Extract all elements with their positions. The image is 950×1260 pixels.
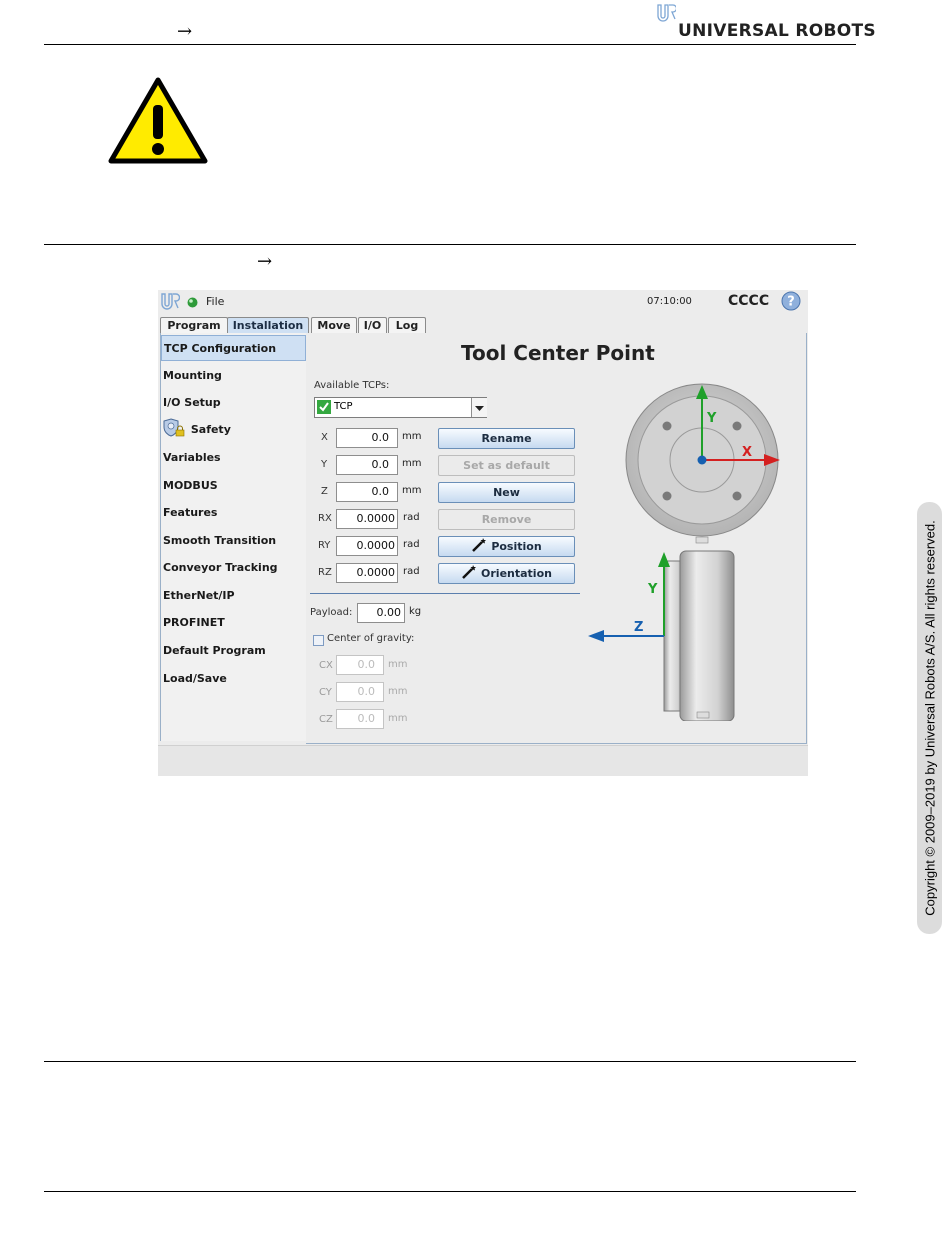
- cz-label: CZ: [319, 714, 333, 725]
- rx-label: RX: [318, 513, 332, 524]
- cx-label: CX: [319, 660, 333, 671]
- check-icon: [317, 400, 331, 414]
- svg-text:?: ?: [787, 294, 795, 310]
- header-rule: [44, 44, 856, 45]
- z-label: Z: [321, 486, 328, 497]
- payload-label: Payload:: [310, 607, 353, 618]
- payload-unit: kg: [409, 606, 422, 617]
- y-axis-label: Y: [707, 411, 717, 426]
- cx-field[interactable]: 0.0: [336, 655, 384, 675]
- rx-unit: rad: [403, 512, 420, 523]
- cy-unit: mm: [388, 686, 408, 697]
- cx-unit: mm: [388, 659, 408, 670]
- rz-field[interactable]: 0.0000: [336, 563, 398, 583]
- payload-field[interactable]: 0.00: [357, 603, 405, 623]
- remove-button[interactable]: Remove: [438, 509, 575, 530]
- x-label: X: [321, 432, 328, 443]
- magic-wand-icon: [461, 564, 477, 583]
- x-axis-label: X: [742, 445, 753, 460]
- rz-label: RZ: [318, 567, 332, 578]
- y-unit: mm: [402, 458, 422, 469]
- divider: [310, 593, 580, 594]
- tab-program[interactable]: Program: [160, 317, 228, 333]
- y-field[interactable]: 0.0: [336, 455, 398, 475]
- sidebar: [160, 333, 307, 741]
- copyright-text: Copyright © 2009–2019 by Universal Robots A/S. All rights reserved.: [922, 520, 937, 916]
- x-unit: mm: [402, 431, 422, 442]
- tab-move[interactable]: Move: [311, 317, 357, 333]
- sidebar-item-smooth-transition[interactable]: Smooth Transition: [163, 534, 277, 547]
- tool-flange-diagram: [582, 381, 806, 721]
- status-icon: [187, 297, 198, 308]
- bottom-bar: [158, 745, 808, 776]
- tcp-select[interactable]: [314, 397, 487, 418]
- sidebar-item-mounting[interactable]: Mounting: [163, 369, 222, 382]
- rename-button[interactable]: Rename: [438, 428, 575, 449]
- sidebar-item-profinet[interactable]: PROFINET: [163, 616, 225, 629]
- sidebar-item-variables[interactable]: Variables: [163, 451, 221, 464]
- cz-unit: mm: [388, 713, 408, 724]
- sidebar-item-features[interactable]: Features: [163, 506, 218, 519]
- header-arrow: →: [177, 21, 193, 42]
- ry-label: RY: [318, 540, 331, 551]
- sidebar-item-load-save[interactable]: Load/Save: [163, 672, 227, 685]
- file-menu[interactable]: File: [206, 295, 225, 308]
- rz-unit: rad: [403, 566, 420, 577]
- rule-lower-1: [44, 1061, 856, 1062]
- sidebar-item-conveyor-tracking[interactable]: Conveyor Tracking: [163, 561, 278, 574]
- sidebar-item-tcp-configuration[interactable]: TCP Configuration: [161, 335, 306, 361]
- z-unit: mm: [402, 485, 422, 496]
- x-field[interactable]: 0.0: [336, 428, 398, 448]
- cz-field[interactable]: 0.0: [336, 709, 384, 729]
- rx-field[interactable]: 0.0000: [336, 509, 398, 529]
- copyright-tab: [917, 502, 942, 934]
- tab-installation[interactable]: Installation: [227, 317, 309, 333]
- available-tcps-label: Available TCPs:: [314, 380, 390, 391]
- tab-io[interactable]: I/O: [358, 317, 387, 333]
- set-default-button[interactable]: Set as default: [438, 455, 575, 476]
- ry-field[interactable]: 0.0000: [336, 536, 398, 556]
- orientation-button[interactable]: [438, 563, 575, 584]
- y2-axis-label: Y: [648, 582, 658, 597]
- section-arrow: →: [257, 251, 273, 272]
- robot-name: CCCC: [728, 293, 770, 309]
- sidebar-item-default-program[interactable]: Default Program: [163, 644, 266, 657]
- sidebar-item-label: Safety: [190, 423, 231, 436]
- tcp-panel: [306, 333, 807, 744]
- brand-name: UNIVERSAL ROBOTS: [678, 21, 876, 41]
- position-label: Position: [491, 540, 542, 553]
- new-button[interactable]: New: [438, 482, 575, 503]
- rule-lower-2: [44, 1191, 856, 1192]
- selected-tcp: TCP: [334, 401, 353, 412]
- tab-log[interactable]: Log: [388, 317, 426, 333]
- ry-unit: rad: [403, 539, 420, 550]
- sidebar-item-io-setup[interactable]: I/O Setup: [163, 396, 221, 409]
- cy-label: CY: [319, 687, 332, 698]
- warning-icon: [108, 77, 208, 164]
- section-rule: [44, 244, 856, 245]
- position-button[interactable]: [438, 536, 575, 557]
- sidebar-item-safety[interactable]: [161, 417, 306, 443]
- sidebar-item-ethernet-ip[interactable]: EtherNet/IP: [163, 589, 235, 602]
- orientation-label: Orientation: [481, 567, 552, 580]
- page-title: Tool Center Point: [461, 341, 655, 365]
- chevron-down-icon[interactable]: [471, 398, 487, 417]
- z-field[interactable]: 0.0: [336, 482, 398, 502]
- ur-logo-icon[interactable]: [160, 292, 180, 312]
- clock: 07:10:00: [647, 296, 692, 307]
- shield-lock-icon: [163, 418, 187, 438]
- top-bar: [158, 290, 808, 316]
- z-axis-label: Z: [634, 620, 644, 635]
- polyscope-screenshot: [158, 290, 808, 776]
- cy-field[interactable]: 0.0: [336, 682, 384, 702]
- cog-label: Center of gravity:: [327, 633, 415, 644]
- ur-logo-icon: [656, 4, 676, 23]
- help-icon[interactable]: [781, 291, 801, 311]
- magic-wand-icon: [471, 537, 487, 556]
- cog-checkbox[interactable]: [313, 635, 324, 646]
- y-label: Y: [321, 459, 328, 470]
- sidebar-item-modbus[interactable]: MODBUS: [163, 479, 218, 492]
